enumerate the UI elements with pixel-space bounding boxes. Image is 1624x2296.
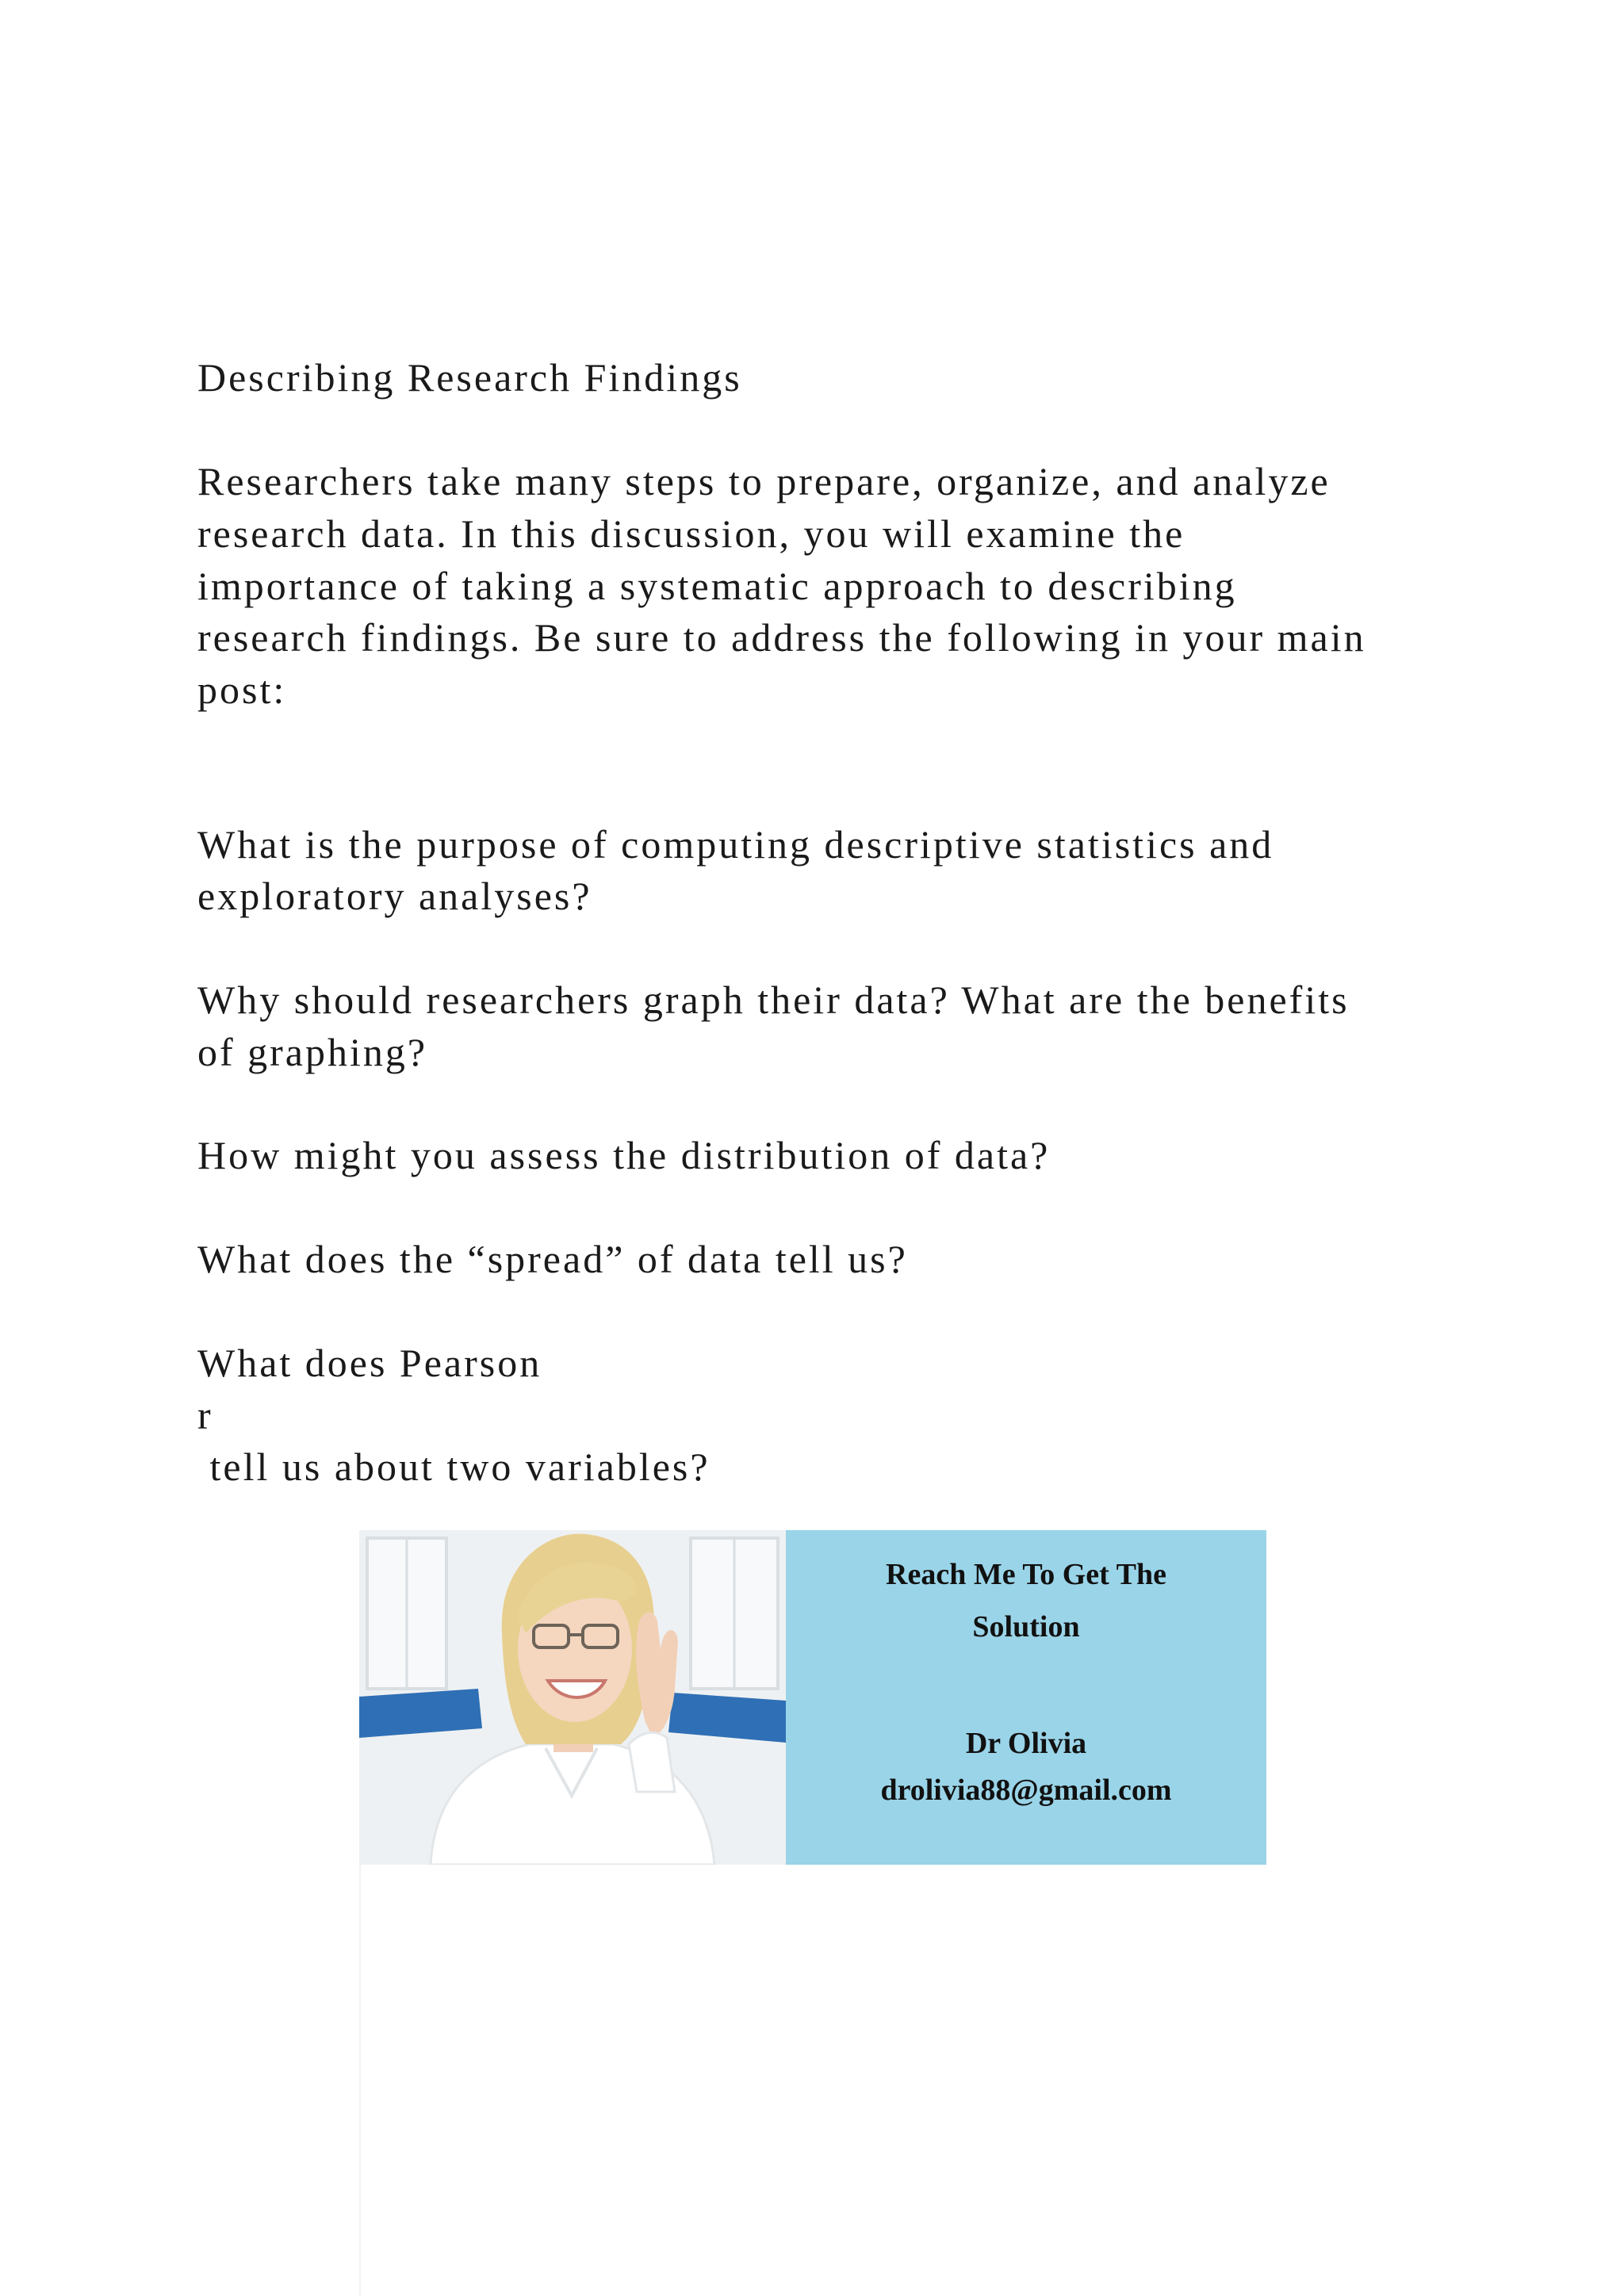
card-heading-line-2: Solution xyxy=(972,1610,1080,1644)
intro-line-4: research findings. Be sure to address the following in your main xyxy=(197,615,1366,660)
document-title: Describing Research Findings xyxy=(197,355,742,400)
contact-card xyxy=(786,1530,1266,1865)
question-5-line-3: tell us about two variables? xyxy=(197,1445,710,1489)
contact-banner xyxy=(359,1530,1266,1865)
question-1-line-2: exploratory analyses? xyxy=(197,874,592,918)
question-2-line-2: of graphing? xyxy=(197,1030,428,1074)
card-contact-email[interactable]: drolivia88@gmail.com xyxy=(880,1774,1172,1807)
card-heading-line-1: Reach Me To Get The xyxy=(886,1558,1166,1591)
question-5-line-2: r xyxy=(197,1393,213,1437)
question-2-line-1: Why should researchers graph their data? What are the benefits xyxy=(197,978,1350,1022)
card-contact-name: Dr Olivia xyxy=(965,1727,1087,1760)
question-1-line-1: What is the purpose of computing descriptive statistics and xyxy=(197,822,1274,867)
question-5-line-1: What does Pearson xyxy=(197,1341,542,1385)
portrait-illustration xyxy=(359,1530,786,1865)
intro-line-1: Researchers take many steps to prepare, organize, and analyze xyxy=(197,459,1331,503)
intro-line-3: importance of taking a systematic approach to describing xyxy=(197,564,1237,608)
smiling-woman-photo xyxy=(359,1530,786,1865)
question-3: How might you assess the distribution of data? xyxy=(197,1133,1051,1177)
question-4: What does the “spread” of data tell us? xyxy=(197,1237,908,1281)
page-edge-shadow xyxy=(359,1865,361,2296)
intro-line-2: research data. In this discussion, you will examine the xyxy=(197,511,1185,556)
intro-line-5: post: xyxy=(197,668,287,712)
